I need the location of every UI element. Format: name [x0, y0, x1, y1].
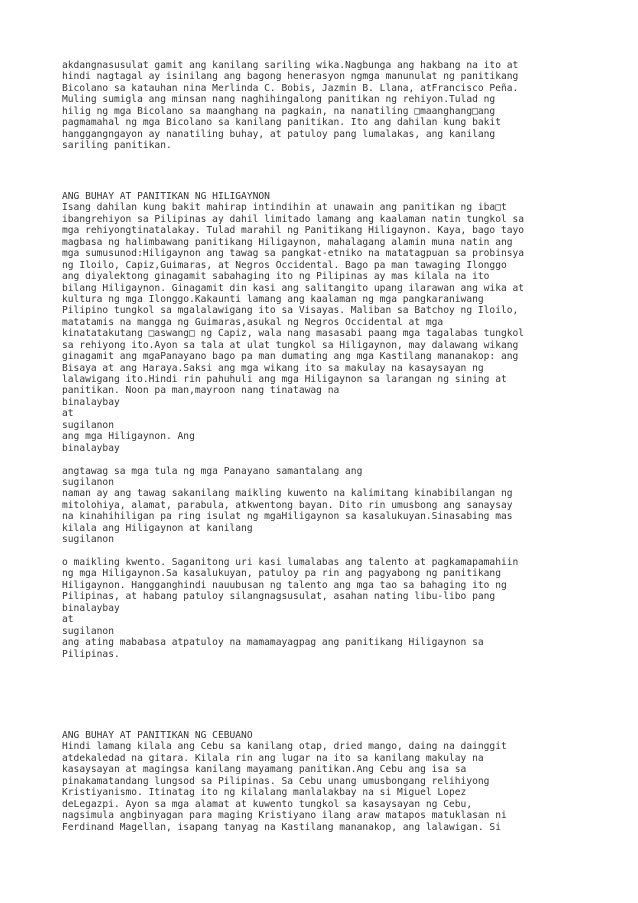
text-line: magbasa ng halimbawang panitikang Hiligaynon, mahalagang alamin muna natin ang	[62, 236, 513, 248]
text-line: lalawigang ito.Hindi rin pahuhuli ang mga Hiligaynon sa larangan ng sining at	[62, 374, 507, 385]
text-line: sugilanon	[62, 625, 114, 637]
text-line: nagsimula angbinyagan para maging Kristiyano ilang araw matapos matuklasan ni	[62, 810, 507, 822]
section-heading: ANG BUHAY AT PANITIKAN NG CEBUANO	[62, 730, 253, 741]
text-line: ibangrehiyon sa Pilipinas ay dahil limitado lamang ang kaalaman natin tungkol sa	[62, 213, 525, 225]
text-line: sugilanon	[62, 534, 114, 546]
text-line: Bicolano sa katauhan nina Merlinda C. Bobis, Jazmin B. Llana, atFrancisco Peña.	[62, 82, 519, 94]
text-line: ang ating mababasa atpatuloy na mamamayagpag ang panitikang Hiligaynon sa	[62, 637, 484, 649]
text-line: Hiligaynon. Hangganghindi nauubusan ng talento ang mga tao sa bahaging ito ng	[62, 579, 507, 591]
text-line: panitikan. Noon pa man,mayroon nang tinatawag na	[62, 385, 340, 397]
text-line: deLegazpi. Ayon sa mga alamat at kuwento tungkol sa kasaysayan ng Cebu,	[62, 798, 473, 810]
text-line: pinakamatandang lungsod sa Pilipinas. Sa Cebu unang umusbongang relihiyong	[62, 775, 490, 787]
text-line: Muling sumigla ang minsan nang naghihingalong panitikan ng rehiyon.Tulad ng	[62, 94, 496, 106]
text-line: angtawag sa mga tula ng mga Panayano samantalang ang	[62, 465, 363, 477]
text-line: mga rehiyongtinatalakay. Tulad marahil ng Panitikang Hiligaynon. Kaya, bago tayo	[62, 225, 525, 237]
text-line: binalaybay	[62, 442, 120, 454]
text-line: bilang Hiligaynon. Ginagamit din kasi ang salitangito upang ilarawan ang wika at	[62, 282, 525, 294]
text-line	[62, 546, 607, 557]
text-line: ang mga Hiligaynon. Ang	[62, 431, 195, 443]
text-line: kilala ang Hiligaynon at kanilang	[62, 522, 253, 534]
text-line: binalaybay	[62, 602, 120, 614]
text-line: kinatatakutang □aswang□ ng Capiz, wala nang masasabi paang mga tagalabas tungkol	[62, 328, 525, 340]
text-line: Bisaya at ang Haraya.Saksi ang mga wikang ito sa makulay na kasaysayan ng	[62, 362, 484, 374]
text-line: o maikling kwento. Saganitong uri kasi lumalabas ang talento at pagkamapamahiin	[62, 557, 519, 568]
text-line: hindi nagtagal ay isinilang ang bagong henerasyon ngmga manunulat ng panitikang	[62, 71, 519, 83]
text-line: Isang dahilan kung bakit mahirap intindihin at unawain ang panitikan ng iba□t	[62, 202, 507, 214]
section-cebuano	[62, 730, 607, 833]
text-line: pagmamahal ng mga Bicolano sa kanilang panitikan. Ito ang dahilan kung bakit	[62, 117, 501, 129]
text-line: hanggangngayon ay nanatiling buhay, at patuloy pang lumalakas, ang kanilang	[62, 128, 496, 140]
text-line: sugilanon	[62, 476, 114, 488]
section-hiligaynon	[62, 191, 607, 660]
text-line: Kristiyanismo. Itinatag ito ng kilalang manlalakbay na si Miguel Lopez	[62, 787, 467, 799]
paragraph-bicolano-continuation	[62, 60, 607, 152]
text-line	[62, 454, 607, 465]
text-line: Ferdinand Magellan, isapang tanyag na Kastilang mananakop, ang lalawigan. Si	[62, 821, 501, 833]
text-line: sa rehiyong ito.Ayon sa tala at ulat tungkol sa Hiligaynon, may dalawang wikang	[62, 339, 519, 351]
text-line: hilig ng mga Bicolano sa maanghang na pagkain, na nanatiling □maanghang□ang	[62, 105, 496, 117]
text-line: naman ay ang tawag sakanilang maikling kuwento na kalimitang kinabibilangan ng	[62, 488, 513, 500]
text-line: Pilipinas, at habang patuloy silangnagsusulat, asahan nating libu-libo pang	[62, 591, 496, 603]
text-line: kasaysayan at magingsa kanilang mayamang panitikan.Ang Cebu ang isa sa	[62, 764, 467, 776]
text-line: Hindi lamang kilala ang Cebu sa kanilang otap, dried mango, daing na dainggit	[62, 741, 507, 753]
text-line: atdekaledad na gitara. Kilala rin ang lugar na ito sa kanilang makulay na	[62, 752, 484, 764]
text-line: Pilipino tungkol sa mgalalawigang ito sa Visayas. Maliban sa Batchoy ng Iloilo,	[62, 305, 519, 317]
text-line: na kinahihiligan pa ring isulat ng mgaHiligaynon sa kasalukuyan.Sinasabing mas	[62, 511, 513, 523]
text-line: mga sumusunod:Hiligaynon ang tawag sa pangkat-etniko na matatagpuan sa probinsya	[62, 248, 525, 260]
text-line: matatamis na mangga ng Guimaras,asukal ng Negros Occidental at mga	[62, 316, 444, 328]
text-line: ang diyalektong ginagamit sabahaging ito ng Pilipinas ay mas kilala na ito	[62, 271, 490, 283]
text-line: ng Iloilo, Capiz,Guimaras, at Negros Occidental. Bago pa man tawaging Ilonggo	[62, 259, 507, 271]
text-line: mitolohiya, alamat, parabula, atkwentong bayan. Dito rin umusbong ang sanaysay	[62, 499, 513, 511]
text-line: kultura ng mga Ilonggo.Kakaunti lamang ang kaalaman ng mga pangkaraniwang	[62, 293, 484, 305]
text-line: ginagamit ang mgaPanayano bago pa man dumating ang mga Kastilang mananakop: ang	[62, 351, 519, 363]
text-line: at	[62, 614, 74, 626]
text-line: sugilanon	[62, 419, 114, 431]
text-line: binalaybay	[62, 396, 120, 408]
text-line: Pilipinas.	[62, 648, 120, 660]
text-line: akdangnasusulat gamit ang kanilang sariling wika.Nagbunga ang hakbang na ito at	[62, 60, 519, 71]
section-heading: ANG BUHAY AT PANITIKAN NG HILIGAYNON	[62, 191, 270, 202]
text-line: at	[62, 408, 74, 420]
text-line: ng mga Hiligaynon.Sa kasalukuyan, patuloy pa rin ang pagyabong ng panitikang	[62, 568, 501, 580]
text-line: sariling panitikan.	[62, 140, 172, 152]
